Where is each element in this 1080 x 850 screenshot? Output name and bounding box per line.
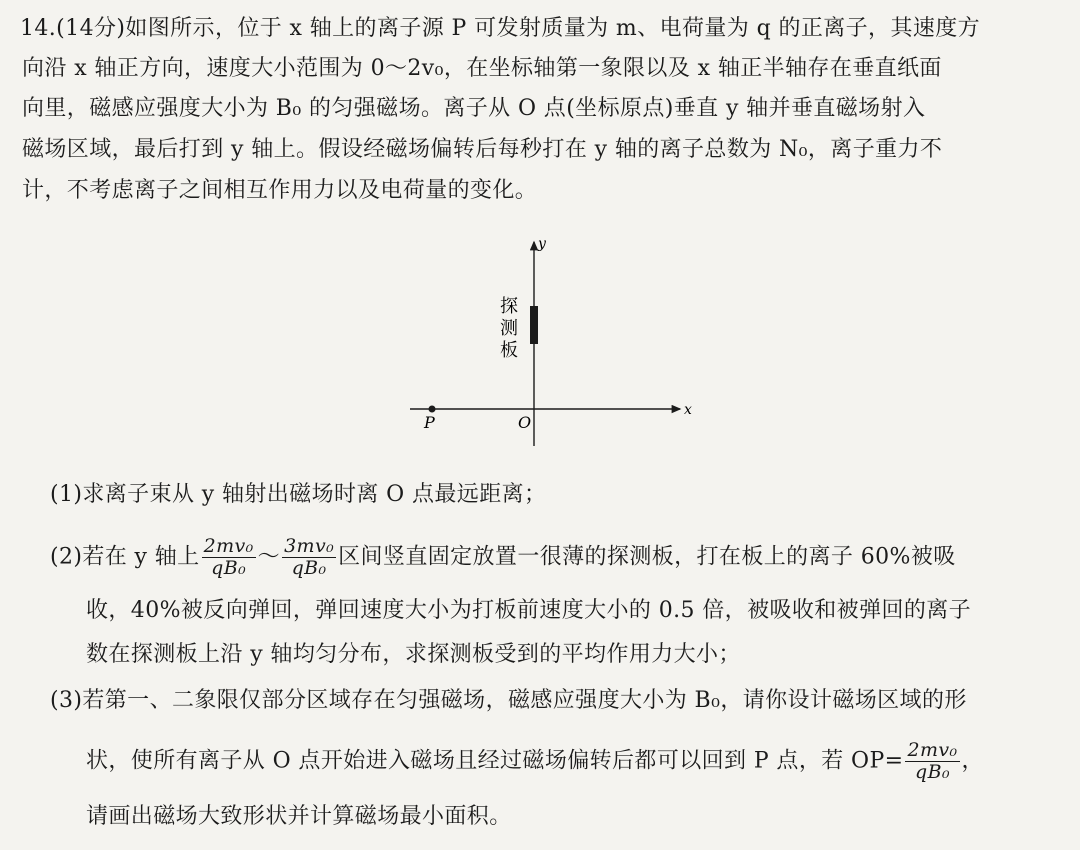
problem-line-5: 计，不考虑离子之间相互作用力以及电荷量的变化。 [22,178,538,203]
question-1: (1)求离子束从 y 轴射出磁场时离 O 点最远距离； [50,482,547,507]
question-2-line-1 [50,536,956,579]
source-point [429,406,436,413]
problem-line-3: 向里，磁感应强度大小为 B₀ 的匀强磁场。离子从 O 点(坐标原点)垂直 y 轴并垂直磁场射入 [22,96,926,121]
q2-fraction-upper: $\frac{\text{3mv₀}}{\text{qB₀}}$ [284,535,335,579]
problem-line-4: 磁场区域，最后打到 y 轴上。假设经磁场偏转后每秒打在 y 轴的离子总数为 N₀，离子重力不 [22,137,943,162]
detector-label-2: 测 [500,318,518,339]
source-label: P [424,413,435,432]
question-3-line-3: 请画出磁场大致形状并计算磁场最小面积。 [86,804,512,829]
origin-label: O [518,413,532,432]
x-axis-label: x [684,402,692,418]
q2-tilde: ～ [257,544,281,570]
q3-text-a: 状，使所有离子从 O 点开始进入磁场且经过磁场偏转后都可以回到 P 点，若 OP= [86,748,904,774]
problem-line-2: 向沿 x 轴正方向，速度大小范围为 0～2v₀，在坐标轴第一象限以及 x 轴正半轴存在垂直纸面 [22,56,942,81]
q2-fraction-lower: $\frac{\text{2mv₀}}{\text{qB₀}}$ [203,535,254,579]
problem-line-1: 14.(14分)如图所示，位于 x 轴上的离子源 P 可发射质量为 m、电荷量为 q 的正离子，其速度方 [20,16,981,41]
q3-fraction-op: $\frac{\text{2mv₀}}{\text{qB₀}}$ [907,739,958,783]
detector-label-3: 板 [500,340,518,361]
q2-text-b: 区间竖直固定放置一很薄的探测板，打在板上的离子 60%被吸 [338,544,956,570]
q3-text-b: ， [961,748,984,774]
question-3-line-1: (3)若第一、二象限仅部分区域存在匀强磁场，磁感应强度大小为 B₀，请你设计磁场区域的形 [50,688,967,713]
q2-text-a: (2)若在 y 轴上 [50,544,200,570]
detector-label-1: 探 [500,296,518,317]
coordinate-figure [400,228,710,458]
question-3-line-2 [86,740,984,783]
detector-plate [530,306,538,344]
question-2-line-2: 收，40%被反向弹回，弹回速度大小为打板前速度大小的 0.5 倍，被吸收和被弹回的离子 [86,598,972,623]
question-2-line-3: 数在探测板上沿 y 轴均匀分布，求探测板受到的平均作用力大小； [86,642,741,667]
y-axis-label: y [538,236,546,252]
